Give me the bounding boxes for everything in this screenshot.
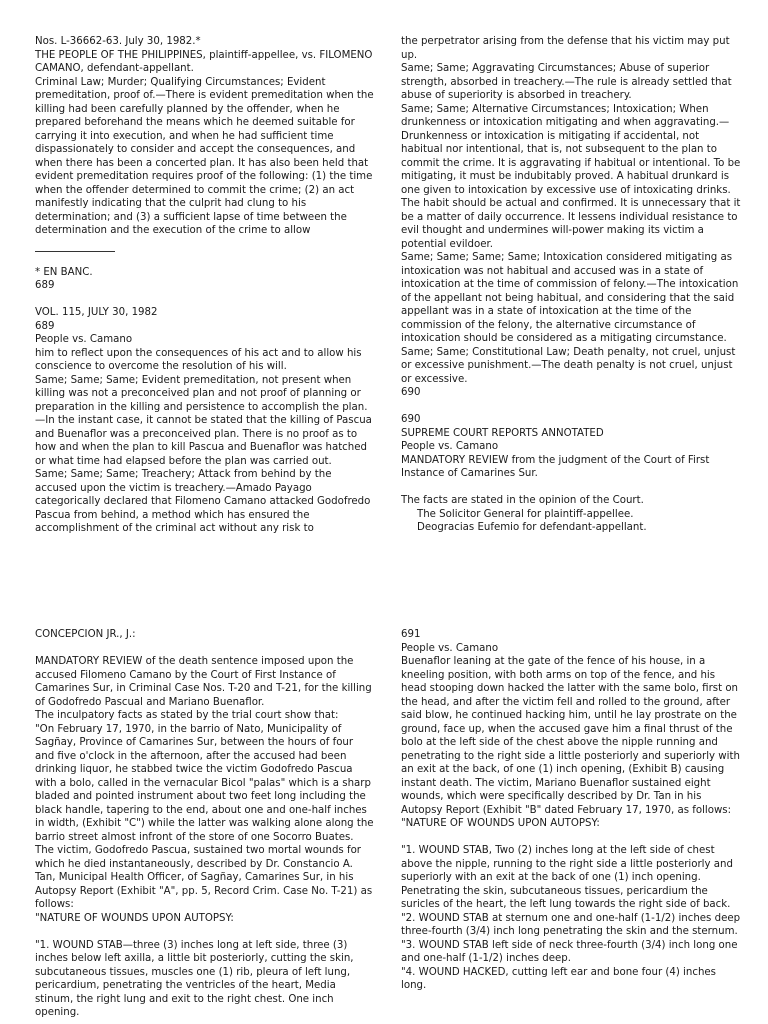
syllabus-paragraph: Criminal Law; Murder; Qualifying Circumstances; Evident premeditation, proof of.—There is evident premeditation when the killing had been carefully planned by the offender, when he prepared beforehand the means which he deemed suitable for carrying it into execution, and when he had sufficient time dispassionately to consider and accept the consequences, and when there has been a concerted plan. It has also been held that evident premeditation requires proof of the following: (1) the time when the offender determined to commit the crime; (2) an act manifestly indicating that the culprit had clung to his determination; and (3) a sufficient lapse of time between the determination and the execution of the crime to allow [35,76,374,236]
facts-statement: The facts are stated in the opinion of the Court. [401,495,644,506]
wound-item: "3. WOUND STAB left side of neck three-fourth (3/4) inch long one and one-half (1-1/2) inches deep. [401,939,738,964]
syllabus-paragraph: Same; Same; Aggravating Circumstances; Abuse of superior strength, absorbed in treachery.—The rule is already settled that abuse of superiority is absorbed in treachery. [401,63,732,101]
wound-item: "1. WOUND STAB—three (3) inches long at left side, three (3) inches below left axilla, a little bit posteriorly, cutting the skin, subcutaneous tissues, muscles one (1) rib, pleura of left lung, pericardium, penetrating the ventricles of the heart, Media stinum, the right lung and exit to the right chest. One inch opening. [35,939,354,1018]
column-bottom-left [35,628,375,1020]
syllabus-paragraph: the perpetrator arising from the defense that his victim may put up. [401,36,730,61]
page-number: 689 [35,280,55,291]
case-number: Nos. L-36662-63. July 30, 1982.* [35,36,201,47]
column-top-right [401,35,741,535]
autopsy-heading: "NATURE OF WOUNDS UPON AUTOPSY: [35,912,234,924]
page-number: 690 [401,414,421,425]
syllabus-paragraph: Same; Same; Same; Evident premeditation, not present when killing was not a preconceived plan and not proof of planning or preparation in the killing and persistence to accomplish the plan.—In the instant case, it cannot be stated that the killing of Pascua and Buenaflor was a preconceived plan. There is no proof as to how and when the plan to kill Pascua and Buenaflor was hatched or what time had elapsed before the plan was carried out. [35,374,372,467]
syllabus-paragraph: Same; Same; Alternative Circumstances; Intoxication; When drunkenness or intoxication mitigating and when aggravating.—Drunkenness or intoxication is mitigating if accidental, not habitual nor intentional, that is, not subsequent to the plan to commit the crime. It is aggravating if habitual or intentional. To be mitigating, it must be indubitably proved. A habitual drunkard is one given to intoxication by excessive use of intoxicating drinks. The habit should be actual and confirmed. It is unnecessary that it be a matter of daily occurrence. It lessens individual resistance to evil thought and undermines will-power making its victim a potential evildoer. [401,103,741,250]
opinion-paragraph: MANDATORY REVIEW of the death sentence imposed upon the accused Filomeno Camano by the Court of First Instance of Camarines Sur, in Criminal Case Nos. T-20 and T-21, for the killing of Godofredo Pascual and Mariano Buenaflor. [35,656,372,708]
running-title: People vs. Camano [401,441,499,452]
wound-item: "1. WOUND STAB, Two (2) inches long at the left side of chest above the nipple, running to the right side a little posteriorly and superiorly with an exit at the back of one (1) inch opening. Penetrating the skin, subcutaneous tissues, pericardium the suricles of the heart, the left lung towards the right side of back. [401,845,733,910]
counsel-line: Deogracias Eufemio for defendant-appellant. [417,522,647,533]
review-heading: MANDATORY REVIEW from the judgment of the Court of First Instance of Camarines Sur. [401,454,710,479]
wound-item: "4. WOUND HACKED, cutting left ear and bone four (4) inches long. [401,966,716,991]
counsel-line: The Solicitor General for plaintiff-appellee. [417,508,634,520]
ponente: CONCEPCION JR., J.: [35,629,136,640]
case-parties: THE PEOPLE OF THE PHILIPPINES, plaintiff-appellee, vs. FILOMENO CAMANO, defendant-appellant. [35,49,373,74]
opinion-paragraph: The inculpatory facts as stated by the trial court show that: [35,710,339,721]
page-number: 690 [401,387,421,398]
syllabus-paragraph: him to reflect upon the consequences of his act and to allow his conscience to overcome the resolution of his will. [35,347,362,372]
running-header: VOL. 115, JULY 30, 1982 [35,307,158,318]
page-number: 689 [35,320,55,332]
page-number: 691 [401,629,421,640]
column-bottom-right [401,628,741,993]
running-title: People vs. Camano [35,334,133,345]
syllabus-paragraph: Same; Same; Same; Same; Intoxication considered mitigating as intoxication was not habitual and accused was in a state of intoxication at the time of commission of felony.—The intoxication of the appellant not being habitual, and considering that the said appellant was in a state of intoxication at the time of the commission of the felony, the alternative circumstance of intoxication should be considered as a mitigating circumstance. [401,252,739,344]
footnote: * EN BANC. [35,266,93,278]
autopsy-heading: "NATURE OF WOUNDS UPON AUTOPSY: [401,818,600,829]
syllabus-paragraph: Same; Same; Same; Treachery; Attack from behind by the accused upon the victim is treachery.—Amado Payago categorically declared that Filomeno Camano attacked Godofredo Pascua from behind, a method which has ensured the accomplishment of the criminal act without any risk to [35,469,371,534]
running-title: People vs. Camano [401,642,499,654]
syllabus-paragraph: Same; Same; Constitutional Law; Death penalty, not cruel, unjust or excessive punishment.—The death penalty is not cruel, unjust or excessive. [401,346,736,385]
opinion-paragraph: "On February 17, 1970, in the barrio of Nato, Municipality of Sagñay, Province of Camarines Sur, between the hours of four and five o'clock in the afternoon, after the accused had been drinking liquor, he stabbed twice the victim Godofredo Pascua with a bolo, called in the vernacular Bicol "palas" which is a sharp bladed and pointed instrument about two feet long including the black handle, tapering to the end, about one and one-half inches in width, (Exhibit "C") while the latter was walking alone along the barrio street almost infront of the store of one Socorro Buates. The victim, Godofredo Pascua, sustained two mortal wounds for which he died instantaneously, described by Dr. Constancio A. Tan, Municipal Health Officer, of Sagñay, Camarines Sur, in his Autopsy Report (Exhibit "A", pp. 5, Record Crim. Case No. T-21) as follows: [35,723,374,910]
column-top-left [35,35,375,536]
opinion-paragraph: Buenaflor leaning at the gate of the fence of his house, in a kneeling position, with both arms on top of the fence, and his head stooping down hacked the latter with the same bolo, first on the head, and after the victim fell and rolled to the ground, after said blow, he continued hacking him, until he lay prostrate on the ground, face up, when the accused gave him a final thrust of the bolo at the left side of the chest above the nipple running and penetrating to the right side a little posteriorly and superiorly with an exit at the back, of one (1) inch opening, (Exhibit B) causing instant death. The victim, Mariano Buenaflor sustained eight wounds, which were specifically described by Dr. Tan in his Autopsy Report (Exhibit "B" dated February 17, 1970, as follows: [401,656,740,816]
running-header: SUPREME COURT REPORTS ANNOTATED [401,427,604,439]
wound-item: "2. WOUND STAB at sternum one and one-half (1-1/2) inches deep three-fourth (3/4) inch long penetrating the skin and the sternum. [401,912,741,937]
